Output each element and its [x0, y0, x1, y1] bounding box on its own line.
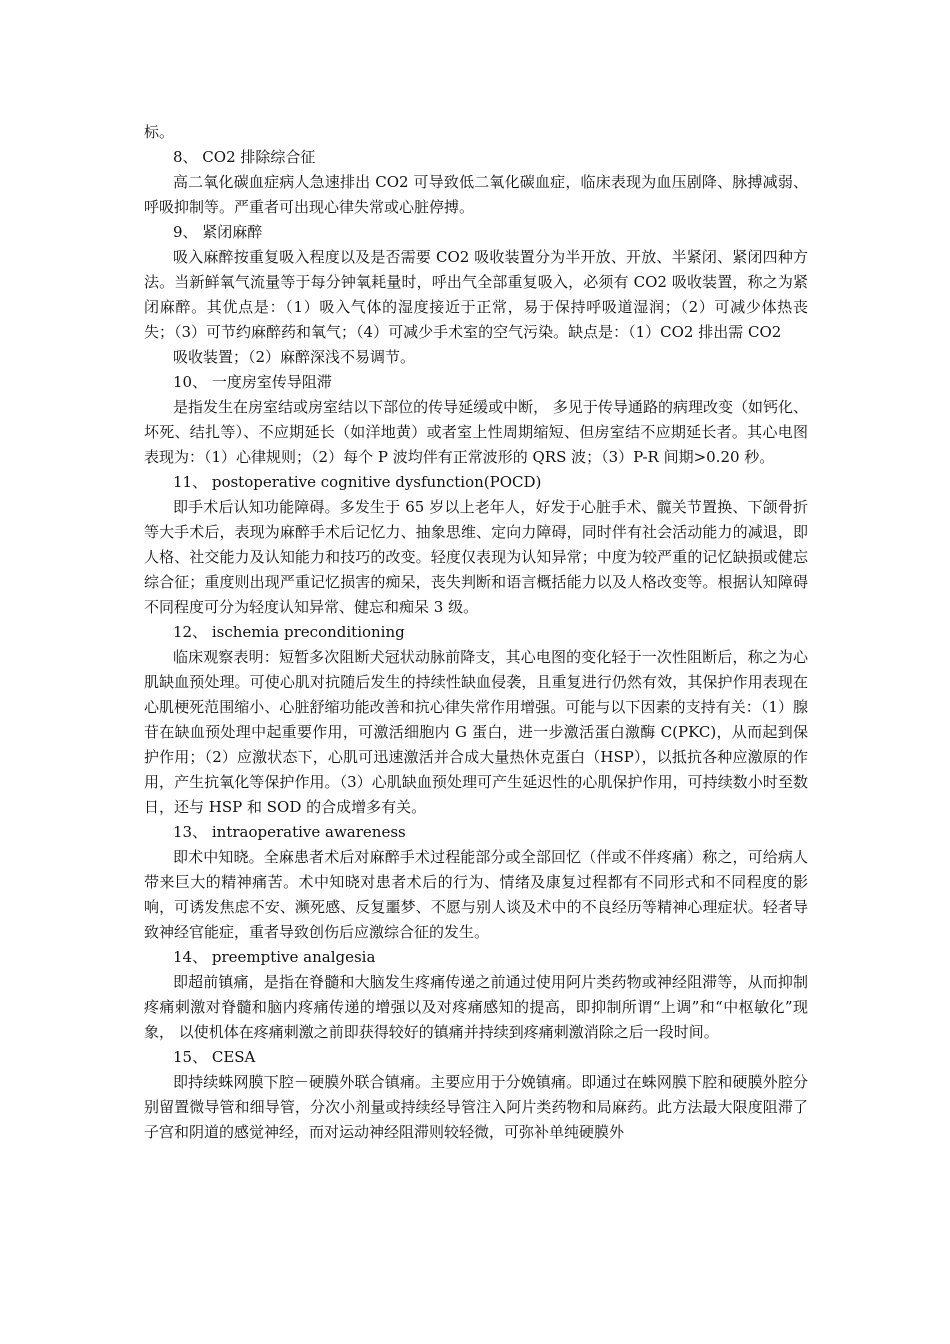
section-heading-8: 8、 CO2 排除综合征: [173, 148, 316, 166]
section-paragraph: 高二氧化碳血症病人急速排出 CO2 可导致低二氧化碳血症，临床表现为血压剧降、脉搏减弱、呼吸抑制等。严重者可出现心律失常或心脏停搏。: [144, 173, 808, 216]
section-heading-12: 12、 ischemia preconditioning: [173, 623, 405, 641]
document-page: [144, 120, 808, 1145]
section-heading-10: 10、 一度房室传导阻滞: [173, 373, 332, 391]
section-paragraph: 临床观察表明：短暂多次阻断犬冠状动脉前降支，其心电图的变化轻于一次性阻断后，称之为心肌缺血预处理。可使心肌对抗随后发生的持续性缺血侵袭，且重复进行仍然有效，其保护作用表现在心肌梗死范围缩小、心脏舒缩功能改善和抗心律失常作用增强。可能与以下因素的支持有关：（1）腺苷在缺血预处理中起重要作用，可激活细胞内 G 蛋白，进一步激活蛋白激酶 C(PKC)，从而起到保护作用；（2）应激状态下，心肌可迅速激活并合成大量热休克蛋白（HSP），以抵抗各种应激原的作用，产生抗氧化等保护作用。（3）心肌缺血预处理可产生延迟性的心肌保护作用，可持续数小时至数日，还与 HSP 和 SOD 的合成增多有关。: [144, 648, 808, 816]
section-paragraph: 吸入麻醉按重复吸入程度以及是否需要 CO2 吸收装置分为半开放、开放、半紧闭、紧闭四种方法。当新鲜氧气流量等于每分钟氧耗量时，呼出气全部重复吸入，必须有 CO2 吸收装置，称之为紧闭麻醉。其优点是：（1）吸入气体的湿度接近于正常，易于保持呼吸道湿润；（2）可减少体热丧失；（3）可节约麻醉药和氧气；（4）可减少手术室的空气污染。缺点是：（1）CO2 排出需 CO2: [144, 248, 808, 341]
section-heading-14: 14、 preemptive analgesia: [173, 948, 376, 966]
section-heading-13: 13、 intraoperative awareness: [173, 823, 406, 841]
section-heading-15: 15、 CESA: [173, 1048, 256, 1066]
section-paragraph: 是指发生在房室结或房室结以下部位的传导延缓或中断， 多见于传导通路的病理改变（如钙化、坏死、结扎等）、不应期延长（如洋地黄）或者室上性周期缩短、但房室结不应期延长者。其心电图表现为：（1）心律规则；（2）每个 P 波均伴有正常波形的 QRS 波；（3）P-R 间期>0.20 秒。: [144, 398, 808, 466]
section-paragraph: 即手术后认知功能障碍。多发生于 65 岁以上老年人，好发于心脏手术、髋关节置换、下颌骨折等大手术后，表现为麻醉手术后记忆力、抽象思维、定向力障碍，同时伴有社会活动能力的减退，即人格、社交能力及认知能力和技巧的改变。轻度仅表现为认知异常；中度为较严重的记忆缺损或健忘综合征；重度则出现严重记忆损害的痴呆，丧失判断和语言概括能力以及人格改变等。根据认知障碍不同程度可分为轻度认知异常、健忘和痴呆 3 级。: [144, 498, 808, 616]
section-paragraph: 吸收装置；（2）麻醉深浅不易调节。: [173, 348, 416, 366]
section-paragraph: 即超前镇痛，是指在脊髓和大脑发生疼痛传递之前通过使用阿片类药物或神经阻滞等，从而抑制疼痛刺激对脊髓和脑内疼痛传递的增强以及对疼痛感知的提高，即抑制所谓“上调”和“中枢敏化”现象， 以使机体在疼痛刺激之前即获得较好的镇痛并持续到疼痛刺激消除之后一段时间。: [144, 973, 808, 1041]
continuation-text: 标。: [144, 123, 175, 141]
section-paragraph: 即术中知晓。全麻患者术后对麻醉手术过程能部分或全部回忆（伴或不伴疼痛）称之，可给病人带来巨大的精神痛苦。术中知晓对患者术后的行为、情绪及康复过程都有不同形式和不同程度的影响，可诱发焦虑不安、濒死感、反复噩梦、不愿与别人谈及术中的不良经历等精神心理症状。轻者导致神经官能症，重者导致创伤后应激综合征的发生。: [144, 848, 808, 941]
section-heading-11: 11、 postoperative cognitive dysfunction(POCD): [173, 473, 542, 491]
section-heading-9: 9、 紧闭麻醉: [173, 223, 263, 241]
section-paragraph: 即持续蛛网膜下腔－硬膜外联合镇痛。主要应用于分娩镇痛。即通过在蛛网膜下腔和硬膜外腔分别留置微导管和细导管，分次小剂量或持续经导管注入阿片类药物和局麻药。此方法最大限度阻滞了子宫和阴道的感觉神经，而对运动神经阻滞则较轻微，可弥补单纯硬膜外: [144, 1073, 808, 1141]
